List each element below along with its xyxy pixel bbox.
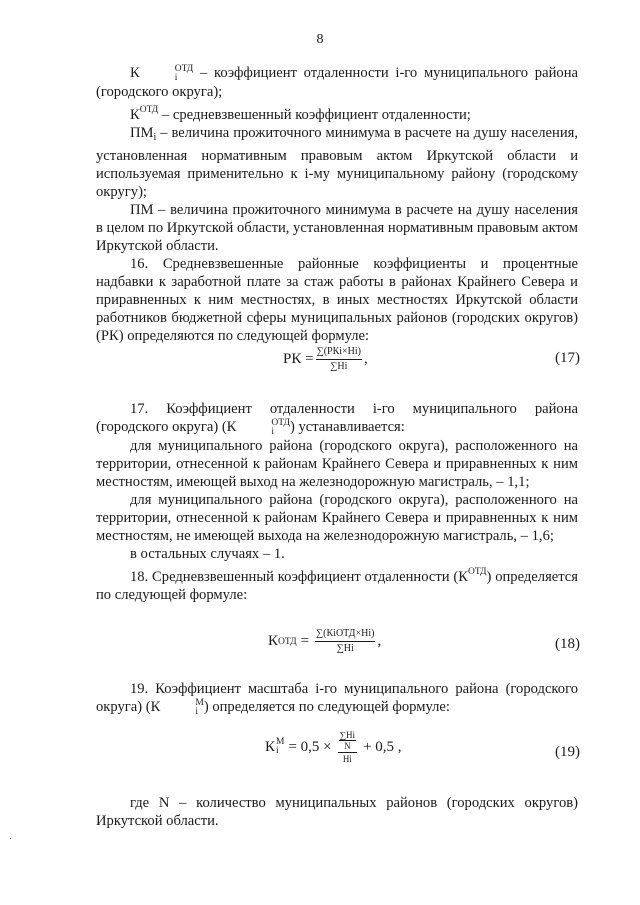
inner-fraction (339, 730, 356, 751)
case-railway: для муниципального района (городского округа), расположенного на территории, отнесенной к районам Крайнего Севера и приравненных к ним местностям, имеющей выход на железнодорожную магистраль, – 1,1; (96, 438, 578, 490)
superscript: М (195, 698, 204, 708)
paragraph-17-intro (96, 400, 578, 437)
formula-fraction (316, 346, 362, 373)
subscript: i (153, 132, 157, 143)
equals-sign: = (300, 633, 310, 649)
fraction-numerator: ∑(КiОТД×Нi) (315, 628, 375, 642)
fraction-denominator: ∑Нi (330, 361, 348, 372)
superscript: ОТД (271, 418, 290, 428)
superscript: ОТД (174, 64, 194, 74)
definition-pm-i (96, 124, 578, 201)
formula-lhs-symbol: К (268, 633, 279, 649)
definition-text: – коэффициент отдаленности i-го муниципального района (городского округа); (96, 65, 578, 100)
inner-denominator: N (344, 741, 351, 751)
paragraph-19 (96, 680, 578, 717)
formula-tail: + 0,5 , (363, 738, 402, 755)
p19-text: 19. Коэффициент масштаба i-го муниципального района (городского округа) (К (96, 681, 578, 715)
formula-number: (17) (555, 350, 580, 366)
formula-number: (19) (555, 744, 580, 760)
symbol-k: К (130, 65, 140, 81)
outer-denominator: Нi (342, 754, 352, 764)
superscript: ОТД (278, 636, 297, 647)
formula-number: (18) (555, 636, 580, 652)
outer-fraction (338, 730, 357, 764)
superscript: ОТД (139, 105, 159, 115)
paragraph-where: где N – количество муниципальных районов (городских округов) Иркутской области. (96, 795, 578, 829)
paragraph-16: 16. Средневзвешенные районные коэффициенты и процентные надбавки к заработной плате за стаж работы в районах Крайнего Севера и приравненных к ним местностях, в иных местностях Иркутской области работников бюджетной сферы муниципальных районов (городских округов) (РК) определяются по следующей формуле: (96, 256, 578, 344)
definitions-block (96, 64, 578, 345)
definition-text: – величина прожиточного минимума в расчете на душу населения, установленная нормативным правовым актом Иркутской области и используемая применительно к i-му муниципальному району (городскому округу); (96, 125, 579, 200)
formula-tail: , (377, 633, 382, 649)
formula-tail: , (364, 351, 368, 367)
intro-text: 17. Коэффициент отдаленности i-го муниципального района (городского округа) (К (96, 401, 578, 435)
paragraph-17-block (96, 400, 578, 604)
subscript: i (195, 707, 198, 717)
formula-lhs: РК = (283, 351, 314, 367)
p18-text: 18. Средневзвешенный коэффициент отдаленности (К (130, 569, 468, 585)
definition-text: – средневзвешенный коэффициент отдаленности; (161, 107, 471, 123)
fraction-denominator: ∑Нi (336, 643, 354, 654)
fraction-numerator: ∑(РКi×Нi) (316, 346, 362, 360)
symbol-pm: ПМ (130, 125, 154, 141)
paragraph-19-block (96, 680, 578, 717)
definition-k-otd-i (96, 64, 578, 101)
page-number: 8 (316, 32, 324, 47)
superscript: ОТД (467, 567, 487, 577)
inner-numerator: ∑Нi (339, 730, 356, 740)
symbol-k: К (130, 107, 140, 123)
closing-block (96, 794, 578, 830)
superscript: М (276, 737, 285, 747)
formula-coefficient: = 0,5 × (288, 738, 332, 755)
definition-pm: ПМ – величина прожиточного минимума в расчете на душу населения в целом по Иркутской области, установленная нормативным правовым актом Иркутской области. (96, 202, 578, 254)
case-other: в остальных случаях – 1. (130, 546, 285, 562)
subscript: i (276, 746, 279, 756)
definition-k-otd (96, 101, 578, 124)
case-no-railway: для муниципального района (городского округа), расположенного на территории, отнесенной к районам Крайнего Севера и приравненных к ним местностям, не имеющей выхода на железнодорожную магистраль, – 1,6; (96, 492, 578, 544)
scan-speck (10, 838, 11, 839)
intro-text-end: ) устанавливается: (289, 419, 405, 435)
subscript: i (174, 73, 178, 83)
formula-fraction (315, 628, 375, 655)
p18-text-end: ) определяется по следующей формуле: (96, 569, 578, 603)
subscript: i (271, 427, 275, 437)
formula-lhs-symbol: К (265, 738, 276, 755)
paragraph-18 (96, 563, 578, 604)
p19-text-end: ) определяется по следующей формуле: (203, 699, 450, 715)
